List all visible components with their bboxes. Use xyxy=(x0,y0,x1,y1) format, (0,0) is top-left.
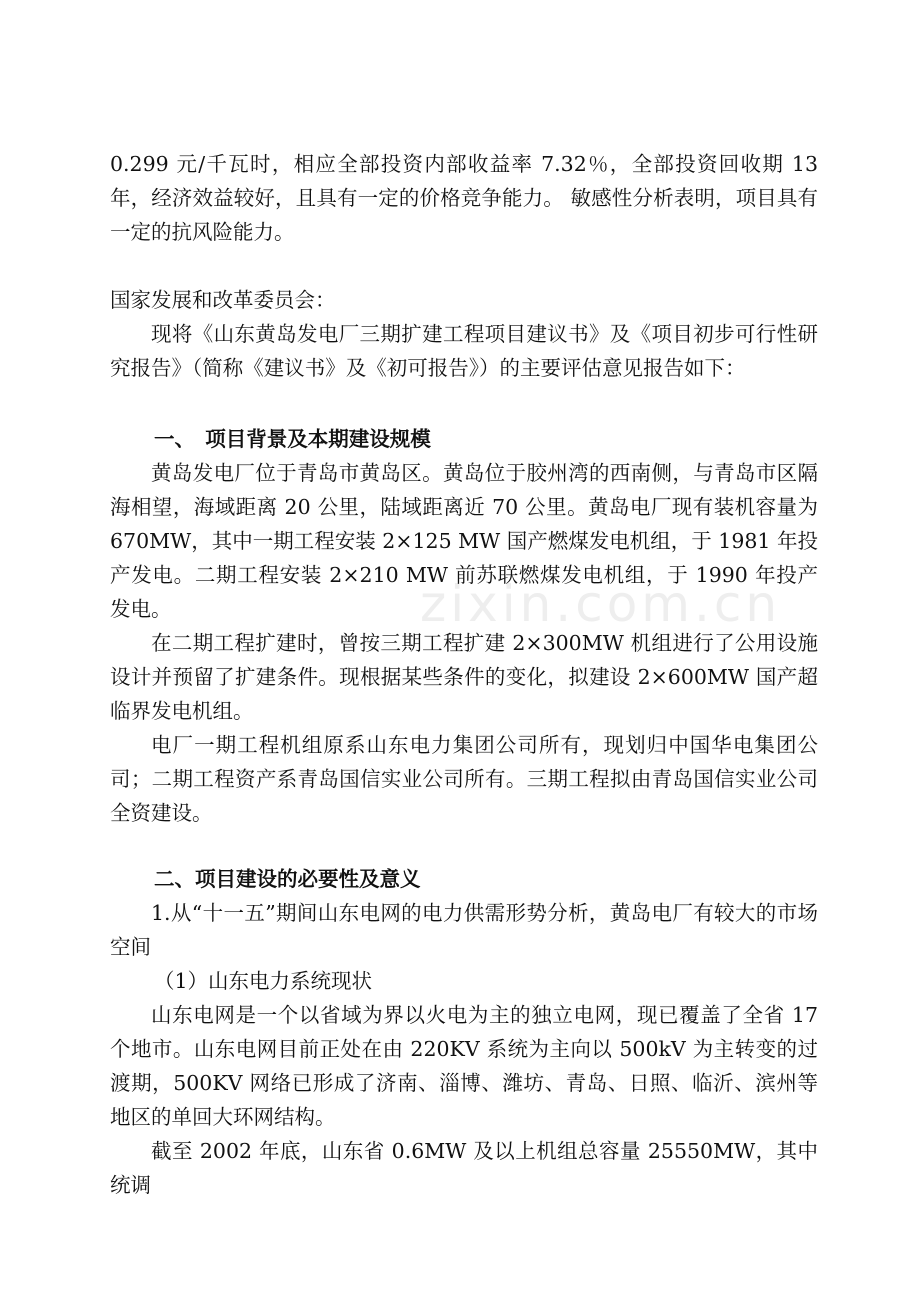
section-2-heading: 二、项目建设的必要性及意义 xyxy=(154,867,421,891)
section-1-paragraph-ownership: 电厂一期工程机组原系山东电力集团公司所有，现划归中国华电集团公司；二期工程资产系青岛国信实业公司所有。三期工程拟由青岛国信实业公司全资建设。 xyxy=(110,733,818,825)
section-1-heading: 一、 项目背景及本期建设规模 xyxy=(154,427,431,451)
watermark: zixin.com.cn xyxy=(420,575,782,633)
section-2-paragraph-capacity: 截至 2002 年底，山东省 0.6MW 及以上机组总容量 25550MW，其中统调 xyxy=(110,1139,818,1197)
section-1-paragraph-background: 黄岛发电厂位于青岛市黄岛区。黄岛位于胶州湾的西南侧，与青岛市区隔海相望，海域距离 20 公里，陆域距离近 70 公里。黄岛电厂现有装机容量为 670MW，其中一期工程安装 2×125 MW 国产燃煤发电机组，于 1981 年投产发电。二期工程安装 2×210 MW 前苏联燃煤发电机组，于 1990 年投产发电。 xyxy=(110,461,818,621)
letter-salutation: 国家发展和改革委员会： xyxy=(110,288,336,312)
section-2-paragraph-grid: 山东电网是一个以省域为界以火电为主的独立电网，现已覆盖了全省 17 个地市。山东电网目前正处在由 220KV 系统为主向以 500kV 为主转变的过渡期，500KV 网络已形成了济南、淄博、潍坊、青岛、日照、临沂、滨州等地区的单回大环网结构。 xyxy=(110,1003,818,1129)
letter-opening-paragraph: 现将《山东黄岛发电厂三期扩建工程项目建议书》及《项目初步可行性研究报告》（简称《建议书》及《初可报告》）的主要评估意见报告如下： xyxy=(110,322,818,380)
section-1-paragraph-expansion: 在二期工程扩建时，曾按三期工程扩建 2×300MW 机组进行了公用设施设计并预留了扩建条件。现根据某些条件的变化，拟建设 2×600MW 国产超临界发电机组。 xyxy=(110,631,818,723)
intro-continuation-paragraph: 0.299 元/千瓦时，相应全部投资内部收益率 7.32％，全部投资回收期 13 年，经济效益较好，且具有一定的价格竞争能力。 敏感性分析表明，项目具有一定的抗风险能力。 xyxy=(110,152,818,244)
section-2-subheading-1: 1.从“十一五”期间山东电网的电力供需形势分析，黄岛电厂有较大的市场空间 xyxy=(110,901,818,959)
section-2-subheading-1-1: （1）山东电力系统现状 xyxy=(154,969,373,993)
